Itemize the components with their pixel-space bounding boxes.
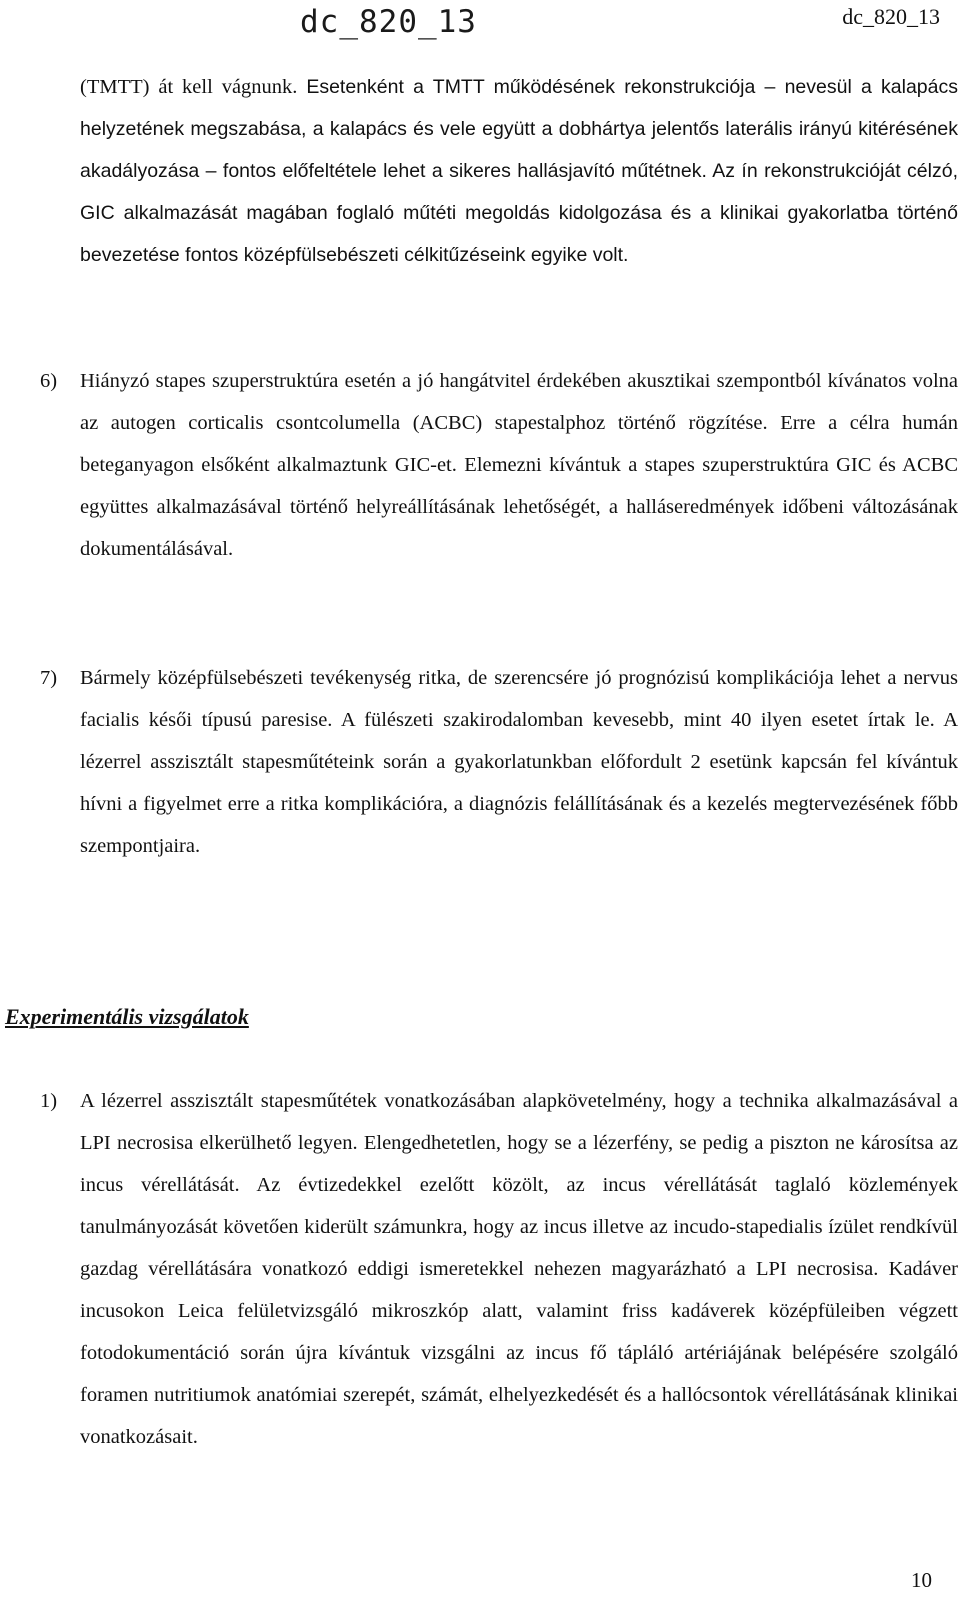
document-id-watermark: dc_820_13: [300, 4, 477, 40]
list-item-text: A lézerrel asszisztált stapesműtétek vonatkozásában alapkövetelmény, hogy a technika alkalmazásával a LPI necrosisa elkerülhető legyen. Elengedhetetlen, hogy se a lézerfény, se pedig a piszton ne károsítsa az incus vérellátását. Az évtizedekkel ezelőtt közölt, az incus vérellátását taglaló közlemények tanulmányozását követően kiderült számunkra, hogy az incus illetve az incudo-stapedialis ízület rendkívül gazdag vérellátására vonatkozó eddigi ismeretekkel nehezen magyarázható a LPI necrosisa. Kadáver incusokon Leica felületvizsgáló mikroszkóp alatt, valamint friss kadáverek középfüleiben végzett fotodokumentáció során újra kívántuk vizsgálni az incus fő tápláló artériájának belépésére szolgáló foramen nutritiumok anatómiai szerepét, számát, elhelyezkedését és a hallócsontok vérellátásának klinikai vonatkozásait.: [80, 1090, 958, 1448]
page-number: 10: [911, 1568, 932, 1592]
list-item-7: [40, 657, 958, 867]
intro-text-sans: Esetenként a TMTT működésének rekonstrukciója – nevesül a kalapács helyzetének megszabása, a kalapács és vele együtt a dobhártya jelentős laterális irányú kitérésének akadályozása – fontos előfeltétele lehet a sikeres hallásjavító műtétnek. Az ín rekonstrukcióját célzó, GIC alkalmazását magában foglaló műtéti megoldás kidolgozása és a klinikai gyakorlatba történő bevezetése fontos középfülsebészeti célkitűzéseink egyike volt.: [80, 76, 958, 266]
section-heading: Experimentális vizsgálatok: [5, 1004, 249, 1029]
list-item-6: [40, 360, 958, 570]
document-id-header: dc_820_13: [842, 4, 940, 29]
list-item-number: 1): [40, 1090, 58, 1112]
list-item-number: 6): [40, 370, 58, 392]
intro-text-serif: (TMTT) át kell vágnunk.: [80, 76, 307, 98]
list-item-number: 7): [40, 667, 58, 689]
list-item-text: Bármely középfülsebészeti tevékenység ritka, de szerencsére jó prognózisú komplikációja lehet a nervus facialis késői típusú paresise. A fülészeti szakirodalomban kevesebb, mint 40 ilyen esetet írtak le. A lézerrel asszisztált stapesműtéteink során a gyakorlatunkban előfordult 2 esetünk kapcsán fel kívántuk hívni a figyelmet erre a ritka komplikációra, a diagnózis felállításának és a kezelés megtervezésének főbb szempontjaira.: [80, 667, 958, 857]
experimental-item-1: [40, 1080, 958, 1458]
list-item-text: Hiányzó stapes szuperstruktúra esetén a jó hangátvitel érdekében akusztikai szempontból kívánatos volna az autogen corticalis csontcolumella (ACBC) stapestalphoz történő rögzítése. Erre a célra humán beteganyagon elsőként alkalmaztunk GIC-et. Elemezni kívántuk a stapes szuperstruktúra GIC és ACBC együttes alkalmazásával történő helyreállításának lehetőségét, a halláseredmények időbeni változásának dokumentálásával.: [80, 370, 958, 560]
intro-paragraph: [80, 66, 958, 276]
